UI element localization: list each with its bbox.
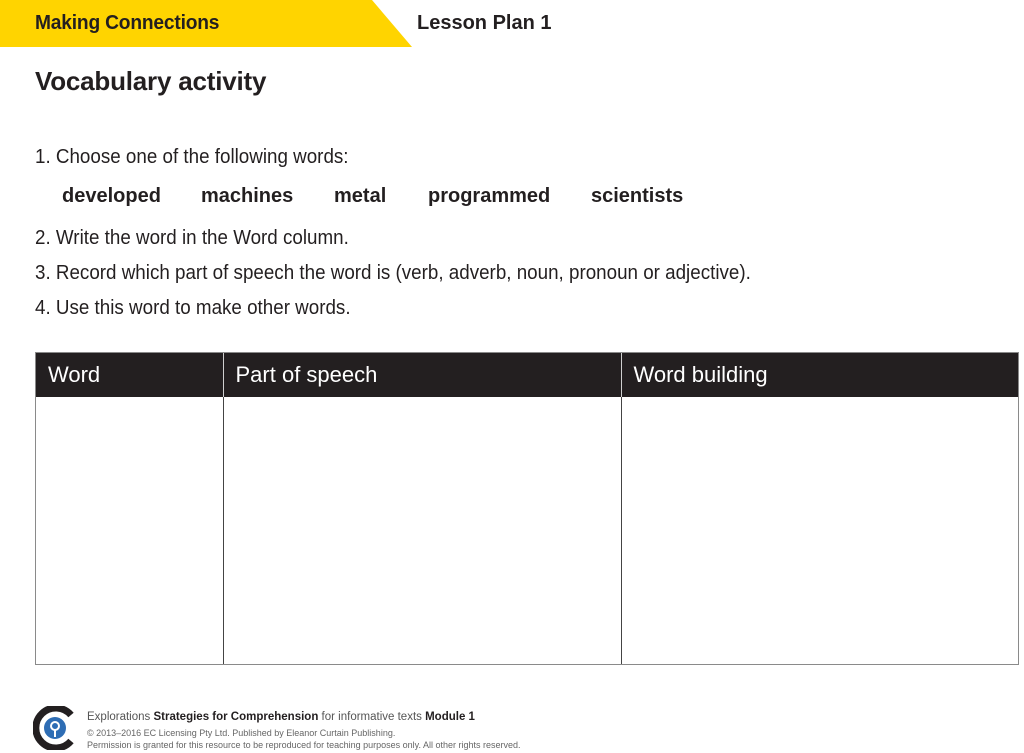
footer-series-name: Strategies for Comprehension <box>153 711 319 723</box>
banner-title: Making Connections <box>35 12 220 34</box>
instruction-step-2: 2. Write the word in the Word column. <box>35 227 349 249</box>
table-header-row <box>36 353 1018 397</box>
word-choice: developed <box>62 185 161 207</box>
word-choice: scientists <box>591 185 684 207</box>
word-choice: programmed <box>428 185 551 207</box>
word-choice: metal <box>334 185 387 207</box>
word-choice: machines <box>201 185 294 207</box>
instruction-step-3: 3. Record which part of speech the word is (verb, adverb, noun, pronoun or adjective). <box>35 262 751 284</box>
word-building-cell[interactable] <box>621 397 1018 664</box>
footer-series-prefix: Explorations <box>87 711 154 723</box>
instruction-step-1: 1. Choose one of the following words: <box>35 146 349 168</box>
footer-series-mid: for informative texts <box>318 711 426 723</box>
column-header-word: Word <box>36 353 223 397</box>
footer-series-line <box>87 711 475 723</box>
vocabulary-table <box>35 352 1019 665</box>
instruction-step-4: 4. Use this word to make other words. <box>35 297 351 319</box>
lesson-label: Lesson Plan 1 <box>417 12 552 34</box>
footer-permission: Permission is granted for this resource to be reproduced for teaching purposes only. All other rights reserved. <box>87 740 521 750</box>
column-header-part-of-speech: Part of speech <box>223 353 621 397</box>
part-of-speech-cell[interactable] <box>223 397 621 664</box>
table-row <box>36 397 1018 664</box>
footer-copyright: © 2013–2016 EC Licensing Pty Ltd. Published by Eleanor Curtain Publishing. <box>87 728 396 738</box>
word-cell[interactable] <box>36 397 223 664</box>
word-choices <box>62 185 683 208</box>
page-title: Vocabulary activity <box>35 66 267 96</box>
ec-logo-icon <box>33 706 77 750</box>
footer-module: Module 1 <box>425 711 475 723</box>
column-header-word-building: Word building <box>621 353 1018 397</box>
